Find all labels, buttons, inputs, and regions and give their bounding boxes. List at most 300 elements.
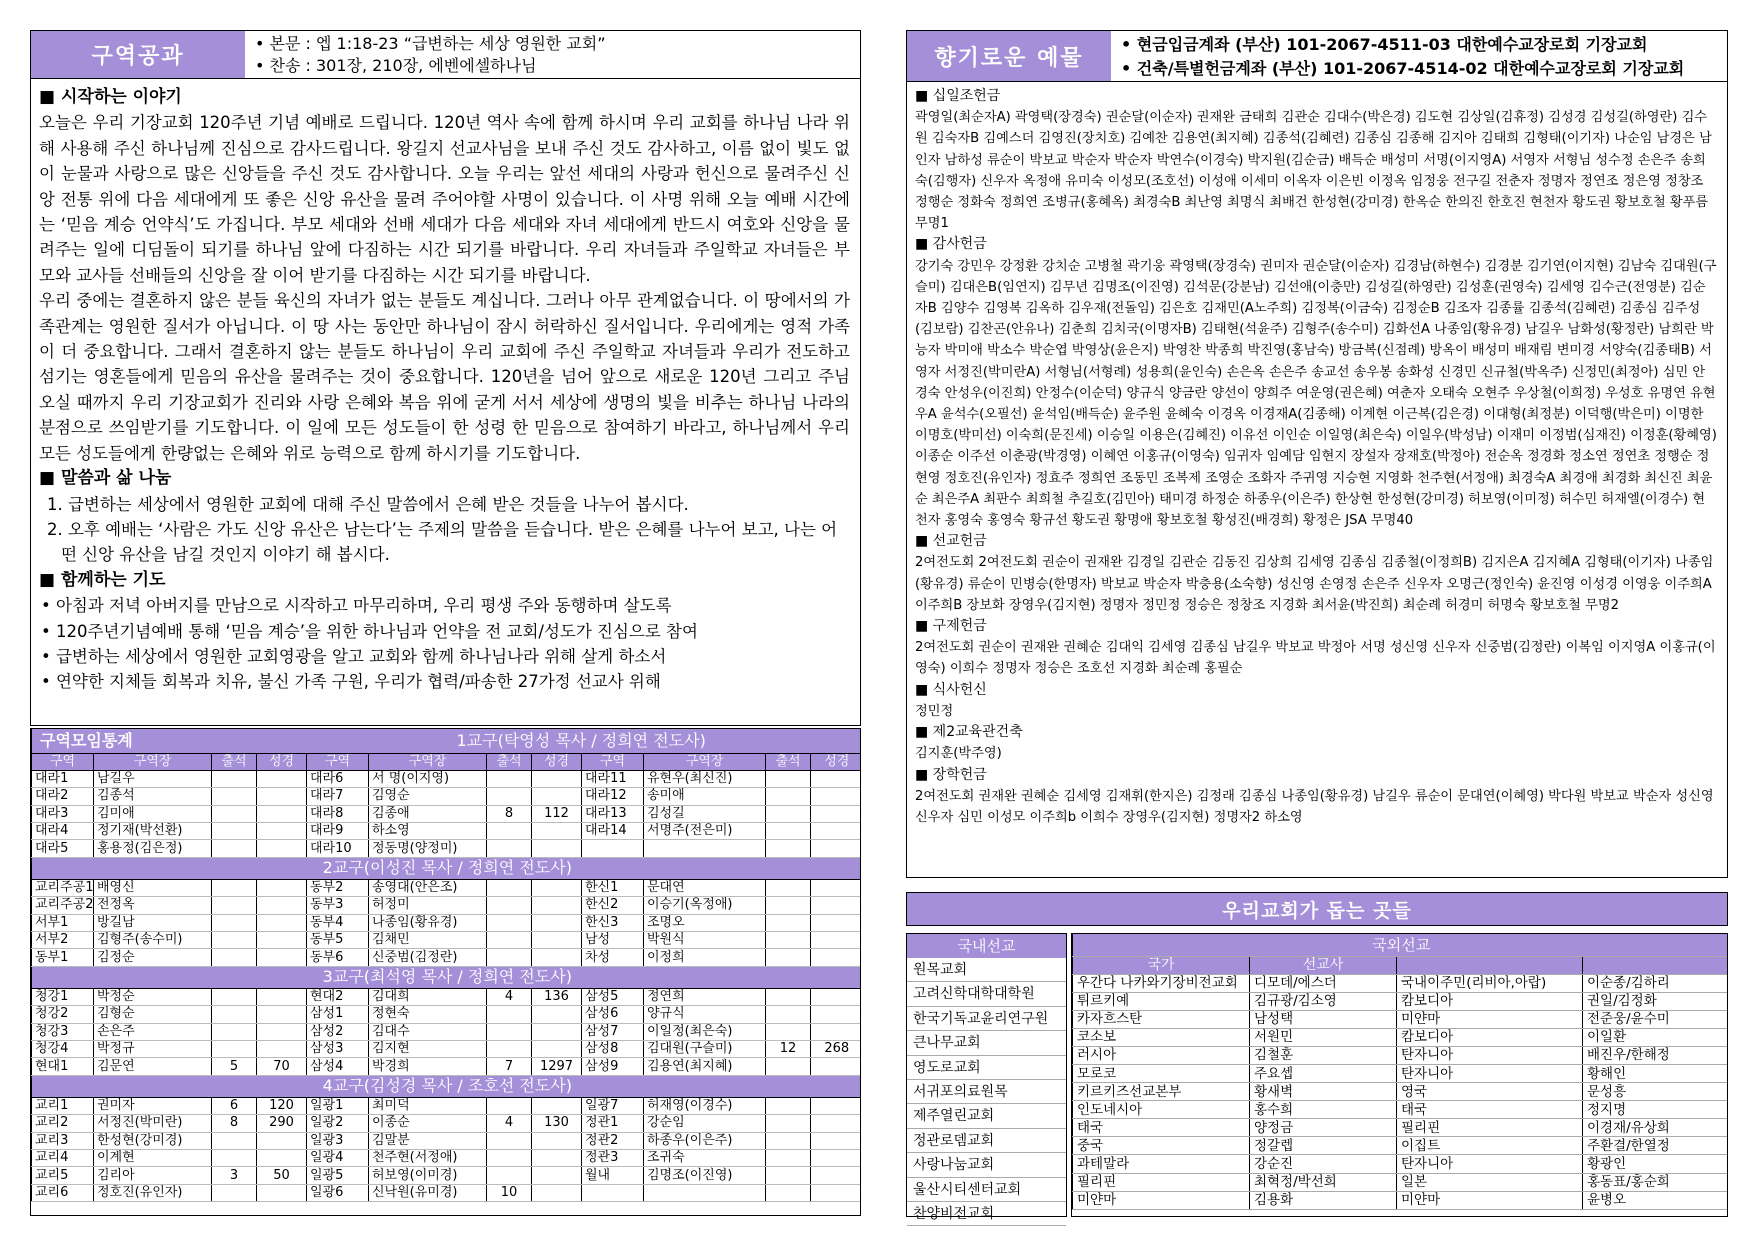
table-cell [766, 823, 811, 840]
table-cell [811, 897, 862, 914]
table-cell: 남길우 [94, 770, 212, 787]
table-row [1073, 1046, 1729, 1064]
table-cell: 김성길 [644, 805, 766, 822]
column-header: 출석 [766, 753, 811, 770]
table-cell: 대라6 [307, 770, 369, 787]
table-cell: 일광2 [307, 1115, 369, 1132]
parish-heading: 2교구(이성진 목사 / 정희연 전도사) [32, 857, 862, 879]
table-cell: 대라11 [582, 770, 644, 787]
table-cell: 대라5 [32, 840, 94, 857]
table-row [32, 1115, 862, 1132]
table-cell [257, 879, 307, 896]
table-cell [487, 1006, 532, 1023]
table-cell: 삼성4 [307, 1058, 369, 1075]
table-cell [532, 1023, 582, 1040]
table-cell: 박원식 [644, 932, 766, 949]
table-cell: 김미애 [94, 805, 212, 822]
table-cell: 김리아 [94, 1167, 212, 1184]
prayer-item-2: • 120주년기념예배 통해 ‘믿음 계승’을 위한 하나님과 언약을 전 교회/성도가 진심으로 참여 [41, 621, 698, 641]
stats-table [31, 729, 861, 1202]
table-cell: 삼성3 [307, 1040, 369, 1057]
table-cell: 한성현(강미경) [94, 1132, 212, 1149]
table-cell: 중국 [1073, 1137, 1250, 1155]
table-cell: 7 [487, 1058, 532, 1075]
table-cell: 김철훈 [1250, 1046, 1397, 1064]
table-cell: 캄보디아 [1397, 1028, 1583, 1046]
table-cell: 동부5 [307, 932, 369, 949]
table-cell: 교리1 [32, 1097, 94, 1114]
table-cell: 인도네시아 [1073, 1101, 1250, 1119]
table-cell: 청강1 [32, 988, 94, 1005]
table-cell: 강순진 [1250, 1155, 1397, 1173]
table-cell [257, 1149, 307, 1166]
table-cell: 양규식 [644, 1006, 766, 1023]
table-cell: 김지현 [369, 1040, 487, 1057]
table-cell: 이계현 [94, 1149, 212, 1166]
table-cell [212, 897, 257, 914]
table-cell [212, 1006, 257, 1023]
scholarship-heading: ■ 장학헌금 [915, 766, 987, 783]
domestic-mission-item: 고려신학대학대학원 [907, 982, 1066, 1006]
table-cell [766, 788, 811, 805]
mission-heading: ■ 선교헌금 [915, 533, 987, 550]
table-cell [766, 914, 811, 931]
table-cell: 김종석 [94, 788, 212, 805]
table-cell: 대라4 [32, 823, 94, 840]
domestic-heading: 국내선교 [907, 934, 1066, 958]
table-cell: 정갈렙 [1250, 1137, 1397, 1155]
stats-title: 구역모임통계 [32, 729, 257, 753]
domestic-mission-item: 찬양비전교회 [907, 1202, 1066, 1226]
overseas-heading-row [1073, 934, 1729, 956]
table-cell: 김대원(구슬미) [644, 1040, 766, 1057]
sharing-item-1: 1. 급변하는 세상에서 영원한 교회에 대해 주신 말씀에서 은혜 받은 것들을 나누어 봅시다. [47, 494, 689, 514]
parish-1-heading: 1교구(탁영성 목사 / 정희연 전도사) [257, 729, 862, 753]
table-row [32, 770, 862, 787]
lesson-meta [245, 31, 860, 78]
sharing-item-2: 2. 오후 예배는 ‘사람은 가도 신앙 유산은 남는다’는 주제의 말씀을 듣습니다. 받은 은혜를 나누어 보고, 나는 어떤 신앙 유산을 남길 것인지 이야기 해 봅시다. [47, 519, 838, 565]
table-cell: 일광4 [307, 1149, 369, 1166]
table-cell: 튀르키예 [1073, 992, 1250, 1010]
column-header: 구역장 [369, 753, 487, 770]
overseas-subheader [1397, 956, 1583, 974]
table-row [32, 1040, 862, 1057]
table-cell [212, 932, 257, 949]
table-cell: 권일/김정화 [1583, 992, 1729, 1010]
table-cell: 교리5 [32, 1167, 94, 1184]
table-cell [532, 879, 582, 896]
building-heading: ■ 제2교육관건축 [915, 724, 1023, 741]
table-cell [487, 840, 532, 857]
table-cell [257, 770, 307, 787]
table-cell [582, 840, 644, 857]
table-cell [487, 932, 532, 949]
table-cell: 탄자니아 [1397, 1046, 1583, 1064]
table-cell: 서부2 [32, 932, 94, 949]
thanks-heading: ■ 감사헌금 [915, 236, 987, 253]
table-cell: 삼성9 [582, 1058, 644, 1075]
table-cell: 일광5 [307, 1167, 369, 1184]
table-cell: 강순임 [644, 1115, 766, 1132]
table-cell [212, 914, 257, 931]
table-cell: 이종순 [369, 1115, 487, 1132]
table-cell [212, 1184, 257, 1201]
table-row [1073, 1064, 1729, 1082]
table-cell: 서명주(전은미) [644, 823, 766, 840]
table-cell: 배영신 [94, 879, 212, 896]
table-row [32, 805, 862, 822]
table-cell: 대라13 [582, 805, 644, 822]
table-cell [212, 770, 257, 787]
table-cell: 이일환 [1583, 1028, 1729, 1046]
table-row [32, 823, 862, 840]
table-cell: 캄보디아 [1397, 992, 1583, 1010]
table-cell [766, 988, 811, 1005]
table-cell: 월내 [582, 1167, 644, 1184]
table-cell: 과테말라 [1073, 1155, 1250, 1173]
table-cell: 러시아 [1073, 1046, 1250, 1064]
overseas-subheader-row [1073, 956, 1729, 974]
column-header: 성경 [257, 753, 307, 770]
table-cell: 정기재(박선환) [94, 823, 212, 840]
table-row [32, 788, 862, 805]
table-cell: 신낙원(유미경) [369, 1184, 487, 1201]
table-row [32, 1097, 862, 1114]
table-cell: 황새벽 [1250, 1083, 1397, 1101]
domestic-mission-item: 정관로뎀교회 [907, 1129, 1066, 1153]
table-cell: 모로코 [1073, 1064, 1250, 1082]
table-cell [811, 1149, 862, 1166]
table-cell [212, 1132, 257, 1149]
tithe-names: 곽영일(최순자A) 곽영택(장경숙) 권순달(이순자) 권재완 금태희 김관순 김대수(박은경) 김도현 김상일(김휴정) 김성경 김성길(하영란) 김수원 김숙자B 김예스더 김영진(장치호) 김예찬 김용연(최지혜) 김종석(김혜련) 김종심 김종해 김지아 김태희 김형태(이기자) 나순임 남경은 남인자 남하성 류순이 박보교 박순자 박순자 박연수(이경숙) 박지원(김순금) 배득순 배성미 서명(이지영A) 서영자 서형님 성수정 손은주 송희숙(김행자) 신우자 옥정애 유미숙 이성모(조호선) 이성애 이세미 이옥자 이은빈 이정옥 임정웅 전구길 전춘자 정명자 정연조 정은영 정창조 정행순 정화숙 정희연 조병규(홍혜옥) 최경숙B 최난영 최명식 최배건 한성현(강미경) 한옥순 한의진 한호진 현천자 황도권 황보호철 황푸름 무명1 [915, 110, 1712, 232]
column-header: 출석 [212, 753, 257, 770]
domestic-mission-item: 제주열린교회 [907, 1104, 1066, 1128]
table-cell: 김문연 [94, 1058, 212, 1075]
lesson-header [30, 30, 861, 79]
table-cell [532, 1097, 582, 1114]
table-cell [766, 1058, 811, 1075]
table-cell: 이집트 [1397, 1137, 1583, 1155]
relief-heading: ■ 구제헌금 [915, 618, 987, 635]
table-cell: 나종임(황유경) [369, 914, 487, 931]
table-cell [811, 1006, 862, 1023]
table-cell: 현대2 [307, 988, 369, 1005]
table-cell [212, 879, 257, 896]
table-cell: 홍수희 [1250, 1101, 1397, 1119]
table-cell [212, 1149, 257, 1166]
table-cell: 배진우/한해정 [1583, 1046, 1729, 1064]
table-cell: 한신2 [582, 897, 644, 914]
table-cell: 전준웅/윤수미 [1583, 1010, 1729, 1028]
column-header: 구역장 [644, 753, 766, 770]
table-cell [257, 988, 307, 1005]
table-cell: 일본 [1397, 1173, 1583, 1191]
account-info [1111, 31, 1727, 81]
table-cell: 손은주 [94, 1023, 212, 1040]
intro-paragraph-2: 우리 중에는 결혼하지 않은 분들 육신의 자녀가 없는 분들도 계십니다. 그러나 아무 관계없습니다. 이 땅에서의 가족관계는 영원한 질서가 아닙니다. 이 땅 사는 동안만 하나님이 잠시 허락하신 질서입니다. 우리에게는 영적 가족이 더 중요합니다. 그래서 결혼하지 않는 분들도 하나님이 우리 교회에 주신 주일학교 자녀들과 우리가 전도하고 섬기는 영혼들에게 믿음의 유산을 물려주는 것이 중요합니다. 120년을 넘어 앞으로 새로운 120년 그리고 주님 오실 때까지 우리 기장교회가 진리와 사랑 은혜와 복음 위에 굳게 서서 세상에 생명의 빛을 비추는 하나님 나라의 분점으로 쓰임받기를 기도합니다. 이 일에 모든 성도들이 한 성령 한 믿음으로 참여하기 바라고, 하나님께서 우리 모든 성도들에게 한량없는 은혜와 위로 능력으로 함께 하시기를 기도합니다. [39, 291, 850, 463]
table-cell [811, 840, 862, 857]
stats-column-headers [32, 753, 862, 770]
domestic-mission-item: 한국기독교윤리연구원 [907, 1007, 1066, 1031]
stats-title-row [32, 729, 862, 753]
table-cell [532, 1006, 582, 1023]
table-cell: 일광3 [307, 1132, 369, 1149]
table-cell [212, 788, 257, 805]
table-cell [487, 1132, 532, 1149]
table-cell [811, 932, 862, 949]
table-cell: 허보영(이미경) [369, 1167, 487, 1184]
table-cell: 박경희 [369, 1058, 487, 1075]
table-cell: 정관1 [582, 1115, 644, 1132]
table-cell: 홍동표/홍순희 [1583, 1173, 1729, 1191]
column-header: 성경 [811, 753, 862, 770]
table-cell: 대라9 [307, 823, 369, 840]
table-cell: 김규광/김소영 [1250, 992, 1397, 1010]
table-cell [766, 1115, 811, 1132]
overseas-heading: 국외선교 [1073, 934, 1729, 956]
table-cell: 교리2 [32, 1115, 94, 1132]
table-cell: 김대희 [369, 988, 487, 1005]
table-cell [257, 897, 307, 914]
table-cell: 필리핀 [1397, 1119, 1583, 1137]
overseas-subheader [1583, 956, 1729, 974]
table-cell [766, 770, 811, 787]
table-cell: 130 [532, 1115, 582, 1132]
overseas-subheader: 선교사 [1250, 956, 1397, 974]
tithe-heading: ■ 십일조헌금 [915, 88, 1001, 104]
table-cell: 정관2 [582, 1132, 644, 1149]
prayer-item-4: • 연약한 지체들 회복과 치유, 불신 가족 구원, 우리가 협력/파송한 27가정 선교사 위해 [41, 672, 661, 692]
table-cell: 4 [487, 988, 532, 1005]
table-cell: 정현숙 [369, 1006, 487, 1023]
table-cell: 남성 [582, 932, 644, 949]
table-cell: 카자흐스탄 [1073, 1010, 1250, 1028]
domestic-mission-item: 사랑나눔교회 [907, 1153, 1066, 1177]
table-cell [532, 823, 582, 840]
table-row [32, 1132, 862, 1149]
table-cell [811, 788, 862, 805]
domestic-mission-item: 서귀포의료원목 [907, 1080, 1066, 1104]
table-cell [257, 788, 307, 805]
table-cell: 삼성7 [582, 1023, 644, 1040]
intro-paragraph-1: 오늘은 우리 기장교회 120주년 기념 예배로 드립니다. 120년 역사 속에 함께 하시며 우리 교회를 하나님 나라 위해 사용해 주신 하나님께 진심으로 감사드립니다. 왕길지 선교사님을 보내 주신 것도 감사하고, 이름 없이 빛도 없이 눈물과 사랑으로 많은 신앙들을 주신 것도 감사합니다. 오늘 우리는 앞선 세대의 사랑과 헌신으로 물려주신 신앙 전통 위에 다음 세대에게 또 좋은 신앙 유산을 물려 주어야할 사명이 있습니다. 이 사명 위해 오늘 예배 시간에는 ‘믿음 계승 언약식’도 가집니다. 부모 세대와 선배 세대가 다음 세대와 자녀 세대에게 반드시 여호와 신앙을 물려주는 일에 디딤돌이 되기를 하나님 앞에 다짐하는 시간 되기를 바랍니다. 우리 자녀들과 주일학교 자녀들은 부모와 교사들 선배들의 신앙을 잘 이어 받기를 다짐하는 시간 되기를 바랍니다. [39, 113, 850, 285]
table-cell [257, 823, 307, 840]
table-cell: 대라2 [32, 788, 94, 805]
table-cell [487, 914, 532, 931]
table-cell: 교리주공1 [32, 879, 94, 896]
column-header: 구역 [582, 753, 644, 770]
table-cell [487, 1167, 532, 1184]
table-cell [257, 840, 307, 857]
table-cell: 천주현(서정애) [369, 1149, 487, 1166]
table-cell: 태국 [1397, 1101, 1583, 1119]
table-cell: 문성흥 [1583, 1083, 1729, 1101]
table-cell: 김형순 [94, 1006, 212, 1023]
table-cell: 허재영(이경수) [644, 1097, 766, 1114]
table-cell [532, 1184, 582, 1201]
table-row [32, 914, 862, 931]
table-cell: 박정규 [94, 1040, 212, 1057]
table-cell: 김채민 [369, 932, 487, 949]
table-cell: 6 [212, 1097, 257, 1114]
table-cell [766, 1149, 811, 1166]
table-cell: 5 [212, 1058, 257, 1075]
table-cell [811, 1184, 862, 1201]
table-cell: 이정희 [644, 949, 766, 966]
table-cell: 서원민 [1250, 1028, 1397, 1046]
parish-heading-row [32, 857, 862, 879]
table-row [1073, 1119, 1729, 1137]
table-cell: 70 [257, 1058, 307, 1075]
table-cell [257, 932, 307, 949]
table-row [32, 932, 862, 949]
table-cell: 황광인 [1583, 1155, 1729, 1173]
table-cell: 이경재/유상희 [1583, 1119, 1729, 1137]
relief-names: 2여전도회 권순이 권재완 권혜순 김대익 김세영 김종심 남길우 박보교 박정아 서명 성신영 신우자 신중범(김정란) 이복임 이지영A 이홍규(이영숙) 이희수 정명자 정승은 조호선 지경화 최순례 홍필순 [915, 640, 1716, 677]
table-cell: 4 [487, 1115, 532, 1132]
table-cell: 남성택 [1250, 1010, 1397, 1028]
overseas-mission-table [1071, 933, 1728, 1217]
table-cell: 황해인 [1583, 1064, 1729, 1082]
table-cell: 차성 [582, 949, 644, 966]
table-cell [212, 949, 257, 966]
table-cell [766, 1006, 811, 1023]
table-cell: 유현우(최신진) [644, 770, 766, 787]
table-row [32, 988, 862, 1005]
table-cell [532, 1132, 582, 1149]
table-cell: 우간다 나카와기장비전교회 [1073, 974, 1250, 992]
table-cell: 청강3 [32, 1023, 94, 1040]
table-cell [212, 1040, 257, 1057]
table-cell [766, 949, 811, 966]
table-cell [811, 914, 862, 931]
table-cell: 청강2 [32, 1006, 94, 1023]
table-cell: 미얀마 [1397, 1191, 1583, 1209]
offering-list [906, 82, 1728, 878]
table-row [32, 949, 862, 966]
table-cell: 태국 [1073, 1119, 1250, 1137]
table-cell: 정연희 [644, 988, 766, 1005]
thanks-names: 강기숙 강민우 강정환 강치순 고병철 곽기웅 곽영택(장경숙) 권미자 권순달(이순자) 김경남(하현수) 김경분 김기연(이지현) 김남숙 김대원(구슬미) 김대은B(임연지) 김무년 김명조(이진영) 김석문(강분남) 김선애(이충만) 김성길(하영란) 김성훈(권영숙) 김세영 김수근(전영분) 김순자B 김양수 김영복 김옥하 김우재(전돌임) 김은호 김재민(A노주희) 김정복(이금숙) 김정순B 김조자 김종률 김종석(김혜련) 김종심 김주성(김보람) 김찬곤(안유나) 김춘희 김치국(이명자B) 김태현(석윤주) 김형주(송수미) 김화선A 나종임(황유경) 남길우 남화성(황정란) 남희란 박능자 박미애 박소수 박순엽 박영상(윤은지) 박영찬 박종희 박진영(홍남숙) 방금복(신점례) 방옥이 배성미 배재림 변미경 서양숙(김종태B) 서영자 서정진(박미란A) 서형님(서형례) 성용희(윤인숙) 손은옥 손은주 송교선 송우봉 송화성 신경민 신규철(박옥주) 신정민(최정아) 심민 안경숙 안성우(이진희) 안정수(이순덕) 양규식 양금란 양선이 양희주 여운영(권은혜) 여춘자 오태숙 오현주 우상철(이희정) 우성호 유명연 유현우A 윤석수(오필선) 윤석임(배득순) 윤주원 윤혜숙 이경옥 이경재A(김종해) 이계현 이근복(김은경) 이대형(최정분) 이덕행(박은미) 이명한 이명호(박미선) 이숙희(문진세) 이승일 이용은(김혜진) 이유선 이인순 이일영(최은숙) 이일우(박성남) 이재미 이정범(심재진) 이정훈(황혜영) 이종순 이주선 이춘광(박경영) 이혜연 이홍규(이영숙) 임귀자 임예담 임현지 장설자 장재호(박정아) 전순옥 정경화 정소연 정연초 정행순 정현영 정호진(유인자) 정효주 정희연 조동민 조복제 조영순 조화자 주귀영 지승현 지영화 천주현(서정애) 최경숙A 최경애 최경화 최신진 최윤순 최은주A 최판수 최희철 추길호(김민아) 태미경 하정순 하종우(이은주) 한상현 한성현(강미경) 허보영(이미정) 허수민 허재엘(이경수) 현천자 홍영숙 홍영숙 황규선 황도권 황명애 황보호철 황성진(배경희) 황정은 JSA 무명40 [915, 258, 1717, 529]
table-cell: 탄자니아 [1397, 1064, 1583, 1082]
table-cell: 김용화 [1250, 1191, 1397, 1209]
table-cell: 8 [487, 805, 532, 822]
table-cell [766, 1184, 811, 1201]
table-cell [532, 840, 582, 857]
table-cell: 김말분 [369, 1132, 487, 1149]
section-heading-prayer: ■ 함께하는 기도 [39, 569, 166, 590]
table-cell: 디모데/에스더 [1250, 974, 1397, 992]
table-cell: 12 [766, 1040, 811, 1057]
table-cell: 문대연 [644, 879, 766, 896]
table-cell: 교리6 [32, 1184, 94, 1201]
table-row [1073, 1155, 1729, 1173]
table-cell [766, 1132, 811, 1149]
table-cell [487, 897, 532, 914]
table-cell: 김명조(이진영) [644, 1167, 766, 1184]
section-heading-sharing: ■ 말씀과 삶 나눔 [39, 468, 172, 489]
table-cell [212, 988, 257, 1005]
table-cell [811, 770, 862, 787]
parish-heading: 3교구(최석영 목사 / 정희연 전도사) [32, 966, 862, 988]
table-cell: 정지명 [1583, 1101, 1729, 1119]
offering-header [906, 30, 1728, 82]
table-row [1073, 974, 1729, 992]
section-heading-intro: ■ 시작하는 이야기 [39, 87, 182, 107]
table-cell: 교리3 [32, 1132, 94, 1149]
table-cell [212, 805, 257, 822]
table-cell [532, 932, 582, 949]
table-cell [257, 1040, 307, 1057]
table-cell [811, 1097, 862, 1114]
table-cell: 코소보 [1073, 1028, 1250, 1046]
meal-heading: ■ 식사헌신 [915, 681, 987, 698]
table-cell: 한신1 [582, 879, 644, 896]
table-cell: 김종애 [369, 805, 487, 822]
domestic-mission-item: 큰나무교회 [907, 1031, 1066, 1055]
table-cell [487, 823, 532, 840]
table-cell: 탄자니아 [1397, 1155, 1583, 1173]
parish-heading: 4교구(김성경 목사 / 조호선 전도사) [32, 1075, 862, 1097]
column-header: 구역 [307, 753, 369, 770]
table-cell: 김영순 [369, 788, 487, 805]
table-cell: 동부2 [307, 879, 369, 896]
table-cell: 120 [257, 1097, 307, 1114]
table-cell: 주요셉 [1250, 1064, 1397, 1082]
table-cell: 신중범(김정란) [369, 949, 487, 966]
table-cell [811, 988, 862, 1005]
table-cell [257, 949, 307, 966]
table-cell: 일광6 [307, 1184, 369, 1201]
table-row [32, 1058, 862, 1075]
prayer-item-3: • 급변하는 세상에서 영원한 교회영광을 알고 교회와 함께 하나님나라 위해 살게 하소서 [41, 646, 667, 666]
table-cell: 서 명(이지영) [369, 770, 487, 787]
table-cell [766, 840, 811, 857]
table-cell: 권미자 [94, 1097, 212, 1114]
table-cell [212, 840, 257, 857]
table-cell: 미얀마 [1397, 1010, 1583, 1028]
table-row [1073, 1101, 1729, 1119]
table-row [32, 1167, 862, 1184]
table-cell: 청강4 [32, 1040, 94, 1057]
table-cell: 삼성2 [307, 1023, 369, 1040]
table-cell [811, 1058, 862, 1075]
table-cell [532, 1040, 582, 1057]
table-cell [811, 1167, 862, 1184]
table-cell: 대라3 [32, 805, 94, 822]
table-cell [257, 914, 307, 931]
table-cell: 3 [212, 1167, 257, 1184]
table-cell: 동부4 [307, 914, 369, 931]
table-cell [532, 788, 582, 805]
table-cell [532, 770, 582, 787]
table-cell: 허정미 [369, 897, 487, 914]
table-cell: 이일정(최은숙) [644, 1023, 766, 1040]
column-header: 구역 [32, 753, 94, 770]
table-cell: 동부6 [307, 949, 369, 966]
table-cell [811, 1115, 862, 1132]
table-cell: 정동명(양정미) [369, 840, 487, 857]
table-cell: 김형주(송수미) [94, 932, 212, 949]
table-cell: 서정진(박미란) [94, 1115, 212, 1132]
domestic-mission-item: 영도로교회 [907, 1056, 1066, 1080]
hymn-text: • 찬송 : 301장, 210장, 에벤에셀하나님 [255, 56, 537, 75]
column-header: 구역장 [94, 753, 212, 770]
table-cell [766, 1167, 811, 1184]
table-cell [532, 1167, 582, 1184]
table-cell: 삼성6 [582, 1006, 644, 1023]
parish-heading-row [32, 966, 862, 988]
